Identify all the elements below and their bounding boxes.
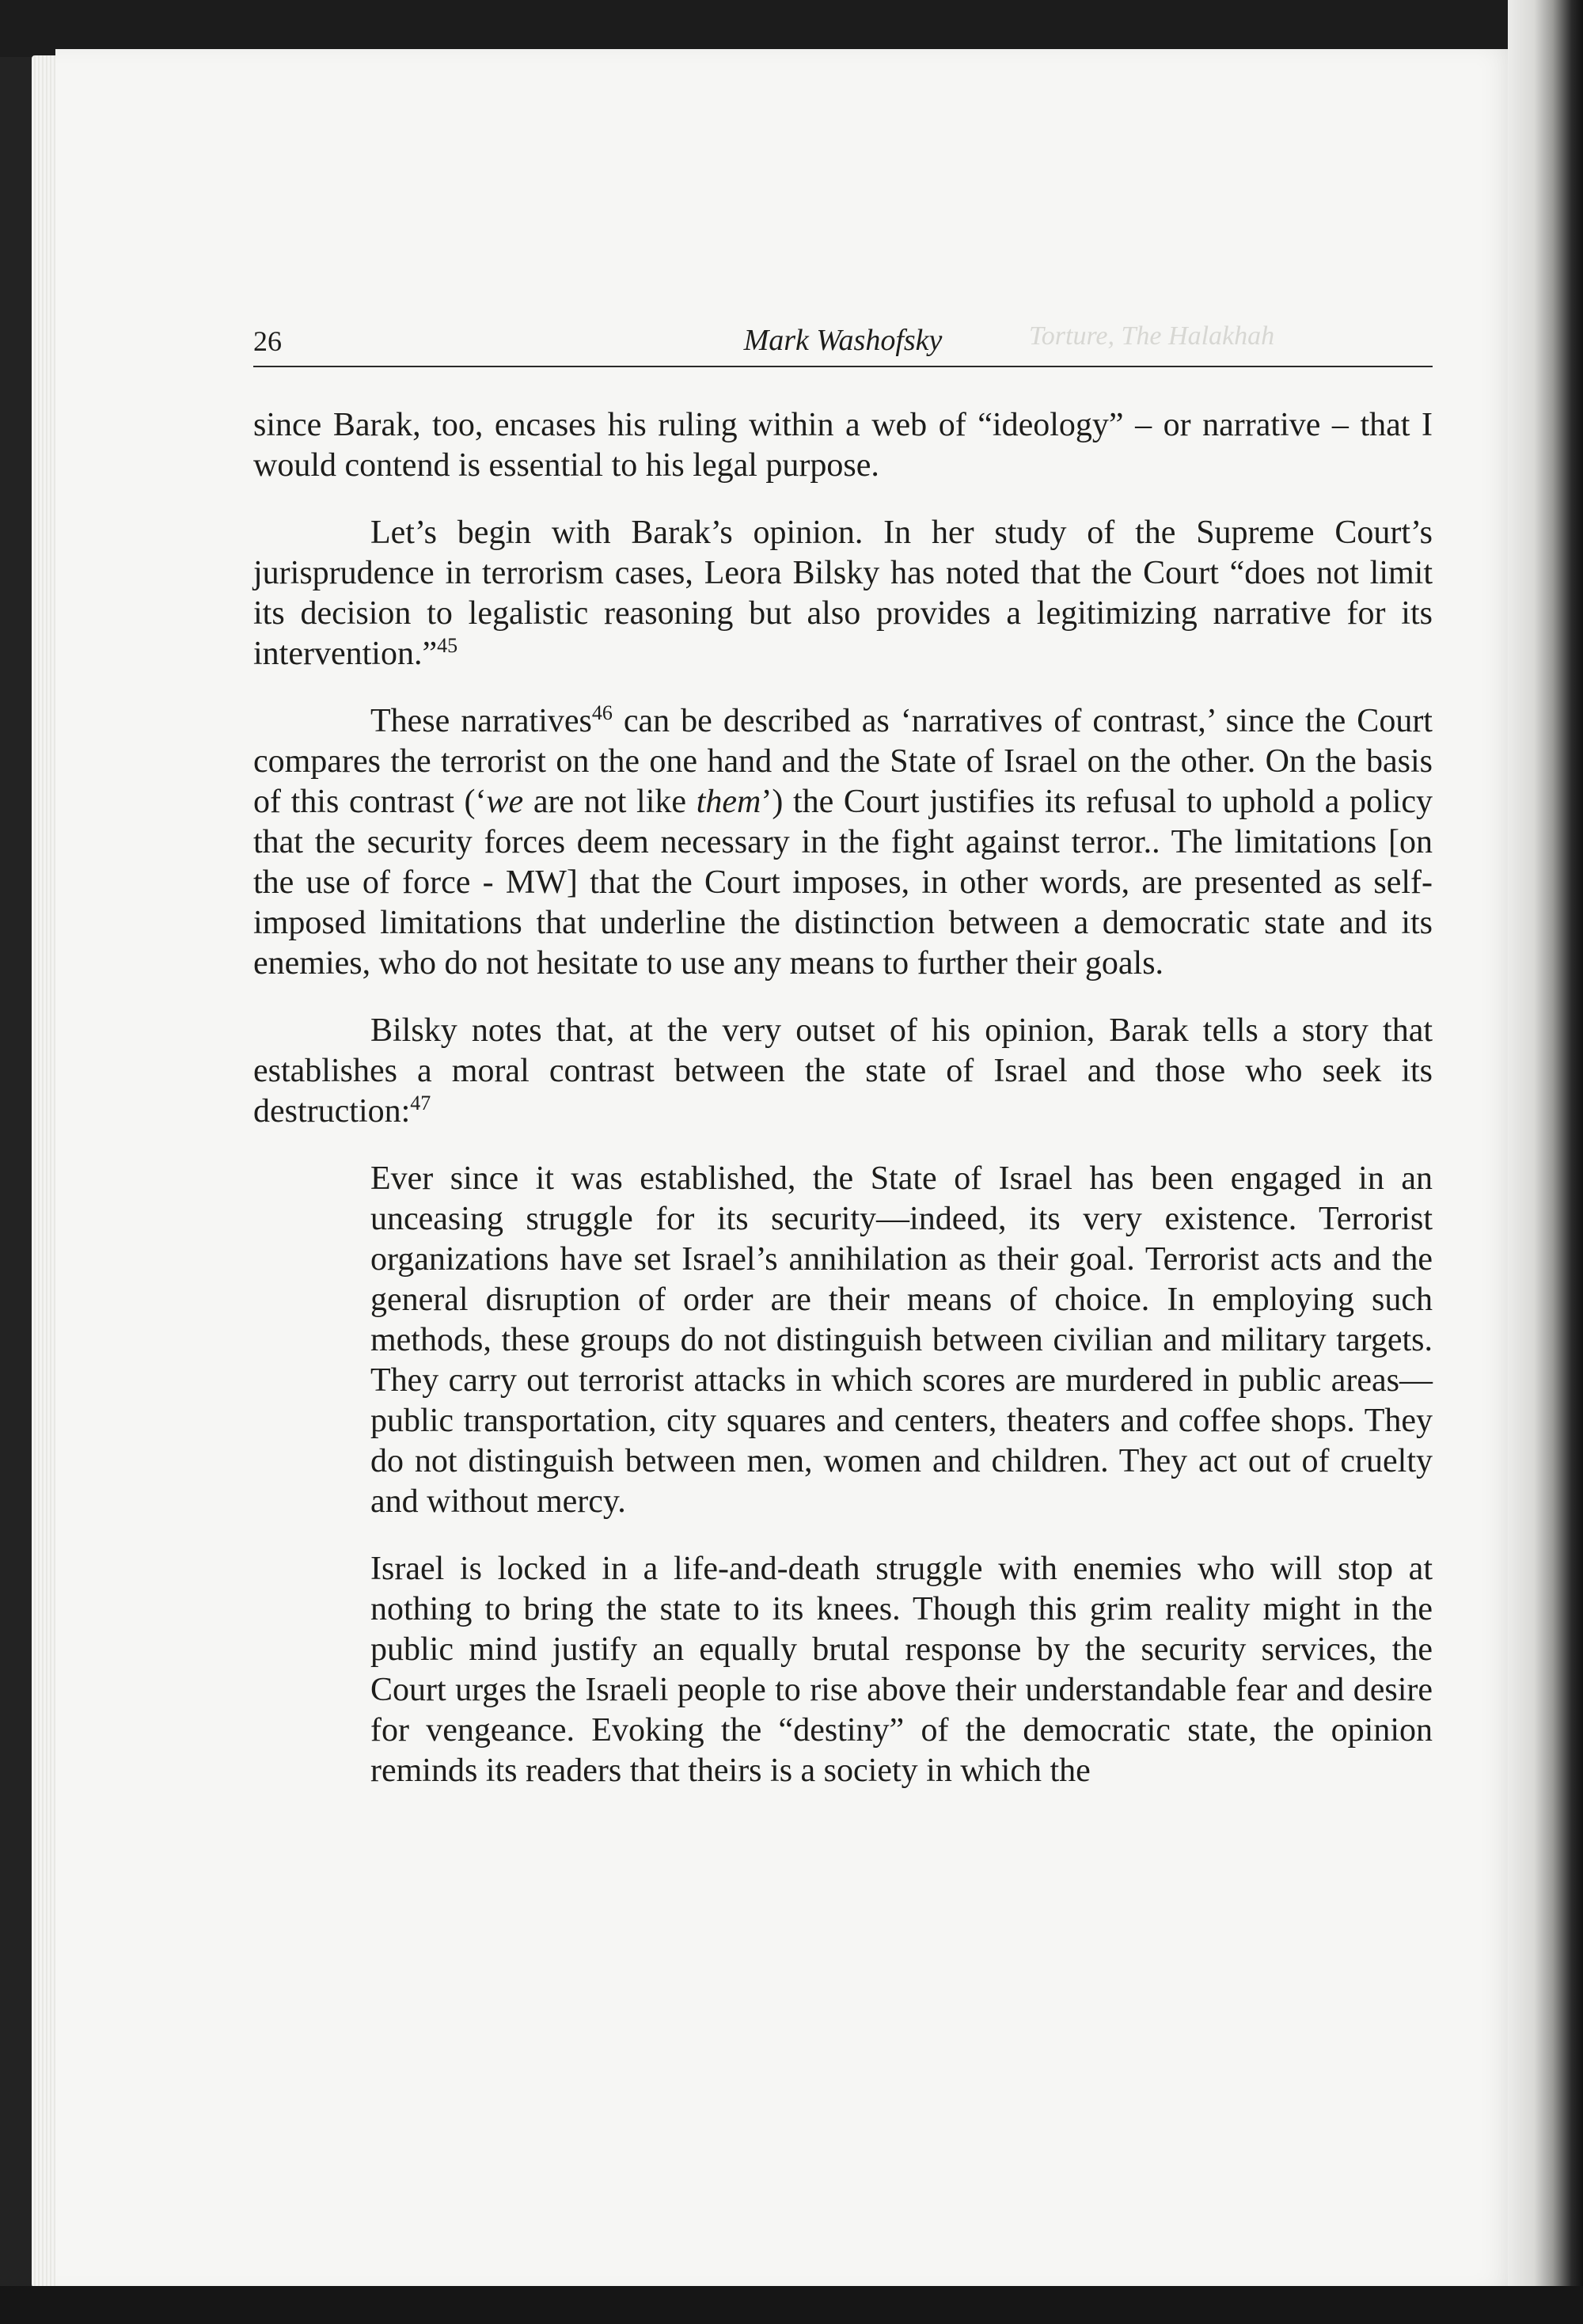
paragraph-4-text: Bilsky notes that, at the very outset of his opinion, Barak tells a story that establishes a moral contrast between the state of Israel and those who seek its destruction: [253,1012,1433,1130]
paragraph-3-start: These narratives [370,703,592,739]
paragraph-3-mid2: are not like [523,784,697,820]
book-page [55,49,1520,2289]
page-content [253,318,1433,1818]
running-title: Mark Washofsky [743,324,943,357]
background-bottom [0,2286,1583,2324]
page-number: 26 [253,325,282,357]
book-binding [1508,0,1583,2324]
footnote-ref-47: 47 [410,1092,431,1115]
bleed-through-title: Torture, The Halakhah [1029,321,1275,351]
paragraph-1: since Barak, too, encases his ruling within a web of “ideology” – or narrative – that I would contend is essential to his legal purpose. [253,407,1433,484]
paragraph-5: Israel is locked in a life-and-death struggle with enemies who will stop at nothing to bring the state to its knees. Though this grim reality might in the public mind justify an equally brutal response by the security services, the Court urges the Israeli people to rise above their understandable fear and desire for vengeance. Evoking the “destiny” of the democratic state, the opinion reminds its readers that theirs is a society in which the [370,1551,1433,1789]
paragraph-4 [253,1011,1433,1132]
paragraph-2-text: Let’s begin with Barak’s opinion. In her study of the Supreme Court’s jurisprudence in terrorism cases, Leora Bilsky has noted that the Court “does not limit its decision to legalistic reasoning but also provides a legitimizing narrative for its intervention.” [253,515,1433,672]
paragraph-3-em-them: them [696,784,761,820]
paragraph-3-end: ’) the Court justifies its refusal to uphold a policy that the security forces deem necessary in the fight against terror.. The limitations [on the use of force - MW] that the Court imposes, in other words, are presented as self-imposed limitations that underline the distinction between a democratic state and its enemies, who do not hesitate to use any means to further their goals. [253,784,1433,982]
paragraph-3 [253,701,1433,984]
block-quote: Ever since it was established, the State of Israel has been engaged in an unceasing struggle for its security—indeed, its very existence. Terrorist organizations have set Israel’s annihilation as their goal. Terrorist acts and the general disruption of order are their means of choice. In employing such methods, these groups do not distinguish between civilian and military targets. They carry out terrorist attacks in which scores are murdered in public areas—public transportation, city squares and centers, theaters and coffee shops. They do not distinguish between men, women and children. They act out of cruelty and without mercy. [370,1160,1433,1520]
running-head [253,318,1433,367]
paragraph-2 [253,513,1433,674]
footnote-ref-46: 46 [591,701,613,724]
paragraph-3-mid: can be described as ‘narratives of contrast,’ since the Court compares the terrorist on the one hand and the State of Israel on the other. On the basis of this contrast (‘ [253,703,1433,820]
footnote-ref-45: 45 [437,634,458,657]
paragraph-3-em-we: we [486,784,524,820]
